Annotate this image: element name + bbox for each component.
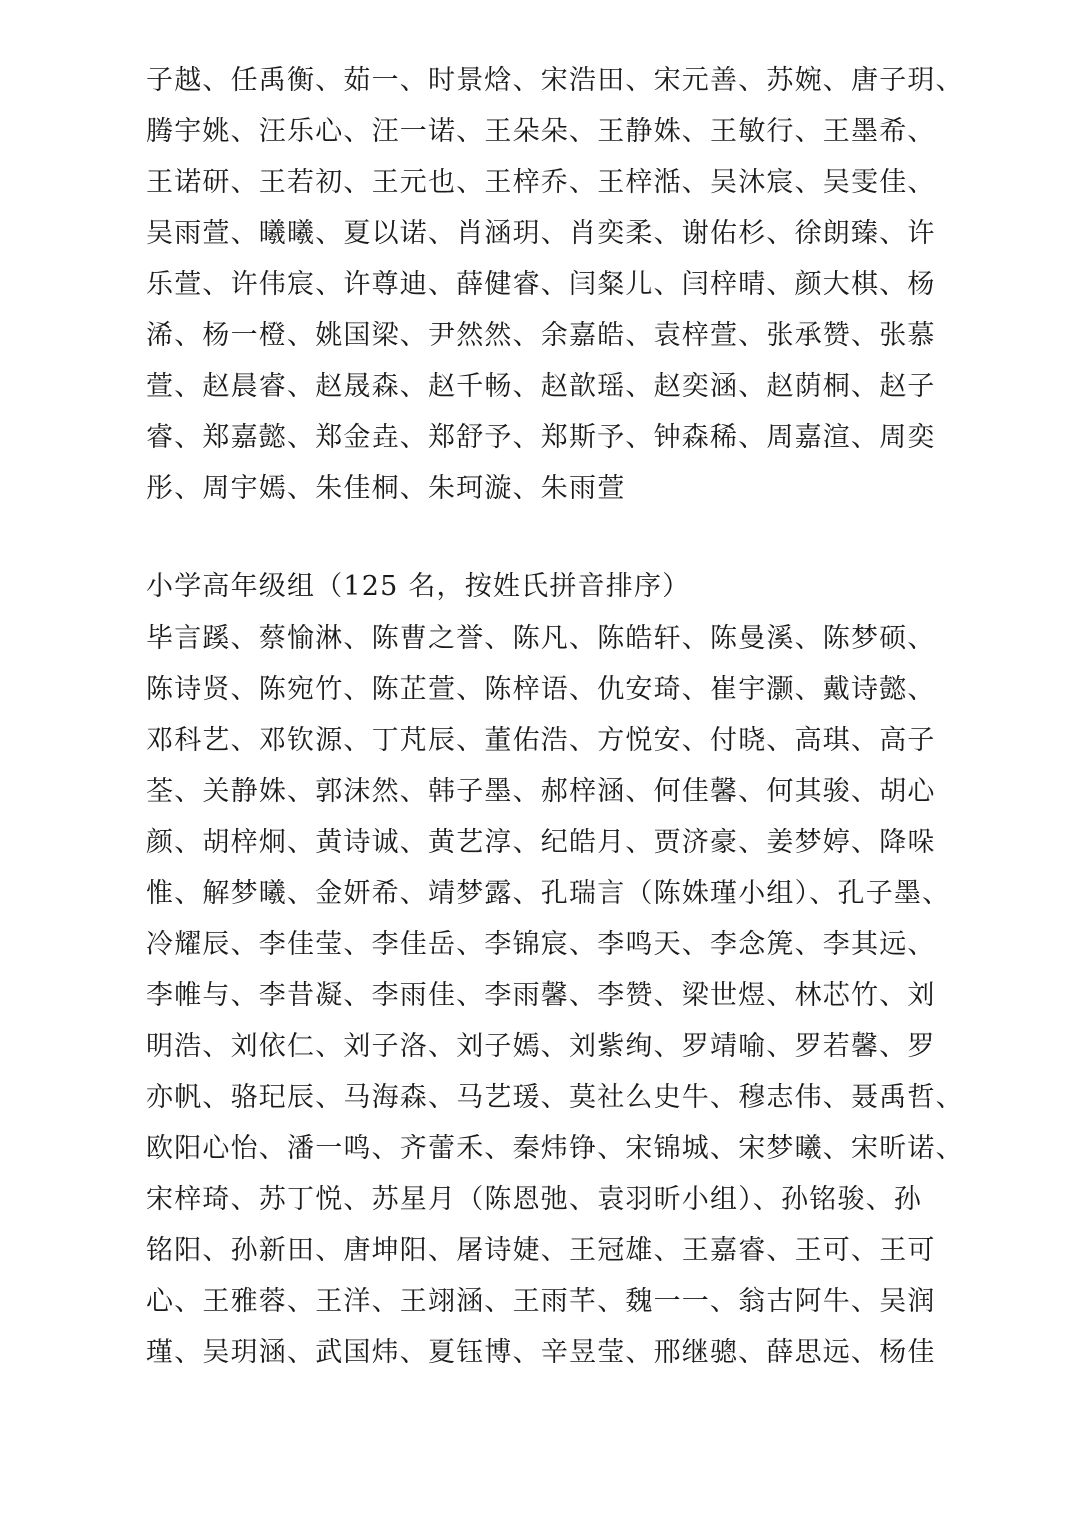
name-list-line: 欧阳心怡、潘一鸣、齐蕾禾、秦炜铮、宋锦城、宋梦曦、宋昕诺、: [146, 1133, 964, 1164]
name-list-line: 王诺研、王若初、王元也、王梓乔、王梓湉、吴沐宸、吴雯佳、: [146, 167, 936, 198]
name-list-line: 乐萱、许伟宸、许尊迪、薛健睿、闫粲儿、闫梓晴、颜大棋、杨: [146, 269, 936, 300]
name-list-line: 李帷与、李昔凝、李雨佳、李雨馨、李赞、梁世煜、林芯竹、刘: [146, 980, 936, 1011]
name-list-line: 睿、郑嘉懿、郑金垚、郑舒予、郑斯予、钟森稀、周嘉渲、周奕: [146, 422, 936, 453]
name-list-line: 冷耀辰、李佳莹、李佳岳、李锦宸、李鸣天、李念箎、李其远、: [146, 929, 936, 960]
name-list-line: 子越、任禹衡、茹一、时景焓、宋浩田、宋元善、苏婉、唐子玥、: [146, 65, 964, 96]
name-list-line: 腾宇姚、汪乐心、汪一诺、王朵朵、王静姝、王敏行、王墨希、: [146, 116, 936, 147]
name-list-line: 心、王雅蓉、王洋、王翊涵、王雨芊、魏一一、翁古阿牛、吴润: [146, 1286, 936, 1317]
name-list-line: 邓科艺、邓钦源、丁芃辰、董佑浩、方悦安、付晓、高琪、高子: [146, 725, 936, 756]
name-list-line: 瑾、吴玥涵、武国炜、夏钰博、辛昱莹、邢继骢、薛思远、杨佳: [146, 1337, 936, 1368]
name-list-line: 浠、杨一橙、姚国梁、尹然然、余嘉皓、袁梓萱、张承赞、张慕: [146, 320, 936, 351]
section-heading: 小学高年级组（125 名，按姓氏拼音排序）: [146, 571, 691, 602]
name-list-line: 陈诗贤、陈宛竹、陈芷萱、陈梓语、仇安琦、崔宇灏、戴诗懿、: [146, 674, 936, 705]
name-list-line: 明浩、刘依仁、刘子洛、刘子嫣、刘紫绚、罗靖喻、罗若馨、罗: [146, 1031, 936, 1062]
name-list-line: 彤、周宇嫣、朱佳桐、朱珂漩、朱雨萱: [146, 473, 626, 504]
name-list-line: 亦帆、骆玘辰、马海森、马艺瑗、莫社么史牛、穆志伟、聂禹哲、: [146, 1082, 964, 1113]
name-list-line: 铭阳、孙新田、唐坤阳、屠诗婕、王冠雄、王嘉睿、王可、王可: [146, 1235, 936, 1266]
name-list-line: 颜、胡梓炯、黄诗诚、黄艺淳、纪皓月、贾济豪、姜梦婷、降哚: [146, 827, 936, 858]
name-list-line: 惟、解梦曦、金妍希、靖梦露、孔瑞言（陈姝瑾小组）、孔子墨、: [146, 878, 951, 909]
name-list-line: 萱、赵晨睿、赵晟森、赵千畅、赵歆瑶、赵奕涵、赵荫桐、赵子: [146, 371, 936, 402]
name-list-line: 毕言蹊、蔡愉淋、陈曹之誉、陈凡、陈皓轩、陈曼溪、陈梦硕、: [146, 623, 936, 654]
name-list-line: 荃、关静姝、郭沫然、韩子墨、郝梓涵、何佳馨、何其骏、胡心: [146, 776, 936, 807]
name-list-line: 宋梓琦、苏丁悦、苏星月（陈恩弛、袁羽昕小组）、孙铭骏、孙: [146, 1184, 923, 1215]
name-list-line: 吴雨萱、曦曦、夏以诺、肖涵玥、肖奕柔、谢佑杉、徐朗臻、许: [146, 218, 936, 249]
